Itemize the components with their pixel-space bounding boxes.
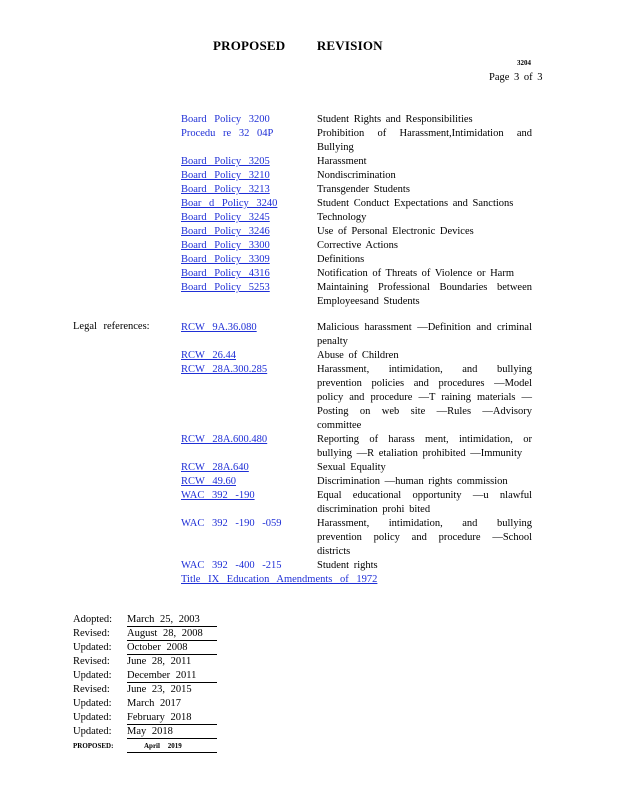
policies-link[interactable]: Boar d Policy 3240 [181, 198, 278, 209]
history-label: Updated: [73, 642, 112, 653]
legal-description: Discrimination —human rights commission [317, 476, 508, 487]
legal-row [0, 349, 618, 363]
history-date: April 2019 [127, 739, 217, 753]
page-title: PROPOSED REVISION [213, 38, 383, 53]
policies-row [0, 253, 618, 267]
policies-description: Student Rights and Responsibilities [317, 114, 473, 125]
history-label: Updated: [73, 670, 112, 681]
policies-description: Student Conduct Expectations and Sanctions [317, 198, 514, 209]
legal-description: Reporting of harass ment, intimidation, or bullying —R etaliation prohibited —Immunity [317, 434, 532, 459]
doc-number: 3204 [517, 59, 531, 67]
legal-row [0, 363, 618, 433]
policies-row [0, 239, 618, 253]
legal-row [0, 461, 618, 475]
history-label: PROPOSED: [73, 742, 114, 750]
policies-row [0, 281, 618, 309]
policies-row [0, 267, 618, 281]
legal-row [0, 475, 618, 489]
policies-link[interactable]: Board Policy 3300 [181, 240, 270, 251]
legal-description: Harassment, intimidation, and bullying prevention policy and procedure —School districts [317, 518, 532, 557]
legal-references-label: Legal references: [73, 321, 150, 332]
history-date: February 2018 [127, 711, 217, 725]
legal-link[interactable]: RCW 9A.36.080 [181, 322, 257, 333]
history-date: December 2011 [127, 669, 217, 683]
policies-link[interactable]: Board Policy 3205 [181, 156, 270, 167]
legal-link[interactable]: Title IX Education Amendments of 1972 [181, 574, 378, 585]
legal-link[interactable]: RCW 28A.600.480 [181, 434, 268, 445]
legal-description: Harassment, intimidation, and bullying prevention policies and procedures —Model policy and procedure —T raining materials — Posting on web site —Rules —Advisory committee [317, 364, 532, 431]
policies-description: Nondiscrimination [317, 170, 396, 181]
policies-link[interactable]: Board Policy 5253 [181, 282, 270, 293]
policies-link: Procedu re 32 04P [181, 128, 274, 139]
history-date: March 2017 [127, 698, 182, 709]
legal-description: Malicious harassment —Definition and criminal penalty [317, 322, 532, 347]
policies-link[interactable]: Board Policy 3213 [181, 184, 270, 195]
legal-description: Student rights [317, 560, 378, 571]
policies-description: Maintaining Professional Boundaries between Employeesand Students [317, 282, 532, 307]
policies-row [0, 113, 618, 127]
policies-description: Prohibition of Harassment,Intimidation and Bullying [317, 128, 532, 153]
history-label: Updated: [73, 698, 112, 709]
legal-link[interactable]: RCW 49.60 [181, 476, 236, 487]
policies-row [0, 155, 618, 169]
legal-description: Equal educational opportunity —u nlawful discrimination prohi bited [317, 490, 532, 515]
history-date: May 2018 [127, 725, 217, 739]
legal-link[interactable]: RCW 26.44 [181, 350, 236, 361]
policies-link[interactable]: Board Policy 3246 [181, 226, 270, 237]
history-label: Adopted: [73, 614, 113, 625]
policies-link: Board Policy 3200 [181, 114, 270, 125]
policies-description: Definitions [317, 254, 365, 265]
history-label: Revised: [73, 628, 110, 639]
policies-link[interactable]: Board Policy 3309 [181, 254, 270, 265]
policies-link[interactable]: Board Policy 3245 [181, 212, 270, 223]
history-label: Updated: [73, 712, 112, 723]
policies-row [0, 211, 618, 225]
policies-row [0, 225, 618, 239]
legal-link[interactable]: RCW 28A.300.285 [181, 364, 268, 375]
legal-description: Sexual Equality [317, 462, 386, 473]
history-label: Updated: [73, 726, 112, 737]
history-date: June 28, 2011 [127, 656, 192, 667]
legal-row [0, 559, 618, 573]
history-date: March 25, 2003 [127, 613, 217, 627]
history-label: Revised: [73, 656, 110, 667]
legal-row [0, 573, 618, 587]
legal-link[interactable]: WAC 392 -190 [181, 490, 255, 501]
legal-row [0, 489, 618, 517]
legal-link[interactable]: RCW 28A.640 [181, 462, 249, 473]
legal-row [0, 433, 618, 461]
history-date: October 2008 [127, 641, 217, 655]
history-label: Revised: [73, 684, 110, 695]
page-number: Page 3 of 3 [489, 72, 543, 83]
policies-description: Use of Personal Electronic Devices [317, 226, 474, 237]
history-date: August 28, 2008 [127, 627, 217, 641]
legal-link: WAC 392 -400 -215 [181, 560, 282, 571]
legal-row [0, 517, 618, 559]
policies-description: Transgender Students [317, 184, 410, 195]
policies-description: Harassment [317, 156, 367, 167]
policies-row [0, 197, 618, 211]
policies-description: Corrective Actions [317, 240, 399, 251]
policies-link[interactable]: Board Policy 3210 [181, 170, 270, 181]
policies-row [0, 127, 618, 155]
history-date: June 23, 2015 [127, 684, 192, 695]
legal-description: Abuse of Children [317, 350, 399, 361]
policies-row [0, 169, 618, 183]
policies-link[interactable]: Board Policy 4316 [181, 268, 270, 279]
policies-row [0, 183, 618, 197]
legal-link: WAC 392 -190 -059 [181, 518, 282, 529]
policies-description: Notification of Threats of Violence or Harm [317, 268, 515, 279]
policies-description: Technology [317, 212, 367, 223]
